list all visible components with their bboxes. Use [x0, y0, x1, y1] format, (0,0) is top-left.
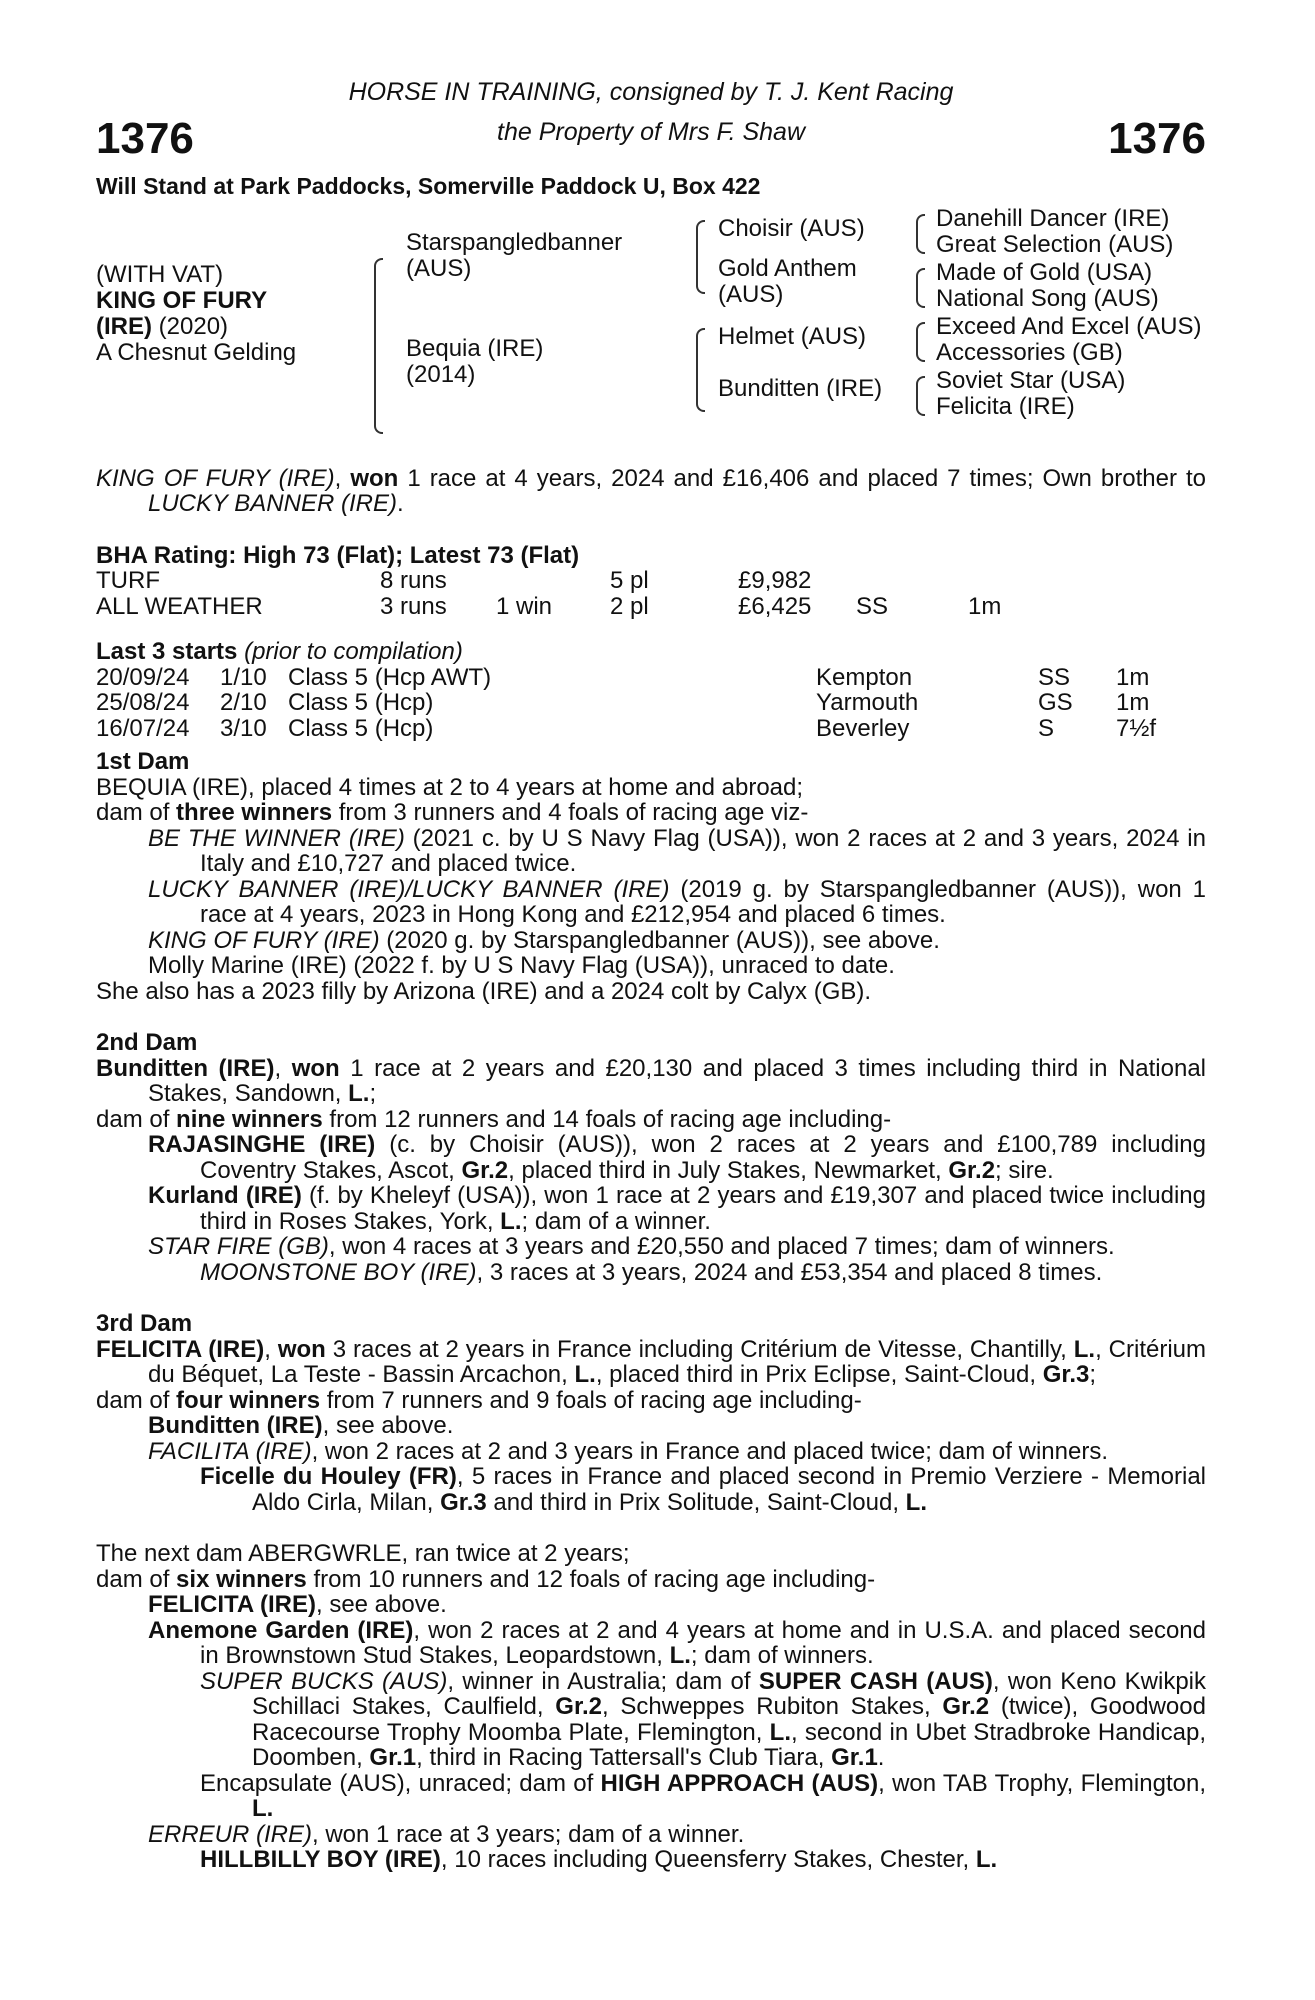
property-line: the Property of Mrs F. Shaw	[497, 118, 805, 146]
first-dam-foals-note: She also has a 2023 filly by Arizona (IRE) and a 2024 colt by Calyx (GB).	[96, 977, 872, 1005]
first-dam-produce	[96, 800, 1206, 826]
grade: L.	[574, 1361, 596, 1388]
grade: Gr.2	[555, 1693, 602, 1720]
produce-text: , second in Ubet Stradbroke Handicap, Doomben,	[252, 1718, 1206, 1771]
pedigree-ssd: Great Selection (AUS)	[936, 230, 1174, 258]
grade: Gr.3	[1042, 1361, 1090, 1388]
brace-g3-2	[916, 268, 925, 308]
produce-entry	[96, 1413, 1206, 1439]
text: from 12 runners and 14 foals of racing age including-	[322, 1105, 892, 1133]
grand-produce-entry	[96, 1771, 1206, 1822]
pedigree-sdd: National Song (AUS)	[936, 284, 1159, 312]
produce-text: , won TAB Trophy, Flemington,	[878, 1769, 1206, 1797]
last-starts-note: (prior to compilation)	[237, 638, 463, 665]
produce-entry	[96, 877, 1206, 928]
dam-name: FELICITA (IRE)	[96, 1335, 265, 1363]
produce-name: Bunditten (IRE)	[148, 1412, 323, 1439]
start-position: 1/10	[220, 663, 267, 691]
produce-text: (c. by Choisir (AUS)), won 2 races at 2 years and £100,789 including Coventry Stakes, Ascot,	[200, 1131, 1206, 1184]
produce-text: , see above.	[322, 1412, 454, 1439]
text: from 3 runners and 4 foals of racing age viz-	[332, 799, 809, 826]
grade: L.	[348, 1080, 370, 1107]
start-going: S	[1038, 714, 1055, 742]
produce-entry	[96, 1618, 1206, 1669]
start-distance: 1m	[1116, 689, 1150, 716]
sire-dam-country: (AUS)	[718, 280, 784, 308]
bha-rating-section	[96, 543, 1206, 620]
horse-name: KING OF FURY	[96, 286, 268, 314]
grade: L.	[669, 1642, 691, 1669]
produce-entry	[96, 1183, 1206, 1234]
page-header	[96, 80, 1206, 170]
winner-count: nine winners	[176, 1105, 323, 1133]
race-summary	[96, 466, 1206, 517]
brace-gen1	[374, 258, 383, 434]
rating-going: SS	[856, 592, 889, 620]
sire-dam: Gold Anthem	[718, 254, 857, 282]
summary-won: won	[350, 464, 399, 492]
rating-surface: ALL WEATHER	[96, 592, 263, 620]
produce-text: , 5 races in France and placed second in Premio Verziere - Memorial Aldo Cirla, Milan,	[252, 1463, 1206, 1516]
produce-name: LUCKY BANNER (IRE)/LUCKY BANNER (IRE)	[148, 875, 670, 903]
brace-sire-line	[696, 220, 705, 294]
second-dam-section	[96, 1030, 1206, 1285]
first-dam-record: BEQUIA (IRE), placed 4 times at 2 to 4 years at home and abroad;	[96, 773, 804, 801]
produce-name: HILLBILLY BOY (IRE)	[200, 1846, 441, 1873]
produce-text: ; dam of winners.	[690, 1642, 874, 1669]
fourth-dam-produce	[96, 1567, 1206, 1593]
pedigree-sds: Made of Gold (USA)	[936, 258, 1153, 286]
text: from 7 runners and 9 foals of racing age including-	[320, 1386, 862, 1414]
second-dam-title: 2nd Dam	[96, 1029, 198, 1056]
dam-name: Bequia (IRE)	[406, 334, 544, 362]
text: from 10 runners and 12 foals of racing age including-	[306, 1565, 876, 1593]
produce-name: STAR FIRE (GB)	[148, 1233, 329, 1260]
start-class: Class 5 (Hcp)	[288, 689, 434, 716]
pedigree-table	[96, 206, 1206, 456]
text: dam of	[96, 1565, 177, 1593]
produce-text: , won 4 races at 3 years and £20,550 and placed 7 times; dam of winners.	[328, 1233, 1115, 1260]
grade: L.	[1073, 1335, 1096, 1363]
lot-number-right: 1376	[1108, 114, 1206, 163]
produce-name: SUPER CASH (AUS)	[758, 1667, 993, 1695]
produce-text: , won 2 races at 2 and 4 years at home and in U.S.A. and placed second in Brownstown Stud Stakes, Leopardstown,	[200, 1616, 1207, 1669]
start-position: 2/10	[220, 689, 267, 716]
rating-prize: £6,425	[738, 592, 812, 620]
start-date: 20/09/24	[96, 663, 190, 691]
pedigree-dsd: Accessories (GB)	[936, 338, 1123, 366]
produce-text: ; sire.	[995, 1156, 1054, 1184]
winner-count: four winners	[176, 1386, 321, 1414]
start-course: Yarmouth	[816, 689, 919, 716]
dam-year: (2014)	[406, 360, 476, 388]
start-class: Class 5 (Hcp)	[288, 714, 434, 742]
rating-runs: 8 runs	[380, 567, 447, 594]
bha-rating-title: BHA Rating: High 73 (Flat); Latest 73 (Flat)	[96, 541, 580, 569]
text: ,	[264, 1335, 278, 1363]
summary-horse: KING OF FURY (IRE)	[96, 464, 335, 492]
second-dam-record	[96, 1056, 1206, 1107]
grade: L.	[769, 1718, 791, 1746]
start-distance: 1m	[1116, 663, 1150, 691]
produce-text: (2019 g. by Starspangledbanner (AUS)), won 1 race at 4 years, 2023 in Hong Kong and £212,954 and placed 6 times.	[200, 875, 1207, 928]
last-starts-section	[96, 639, 1206, 741]
sire-name: Starspangledbanner	[406, 228, 623, 256]
pedigree-sss: Danehill Dancer (IRE)	[936, 204, 1170, 232]
produce-text: , third in Racing Tattersall's Club Tiara,	[416, 1744, 832, 1771]
start-class: Class 5 (Hcp AWT)	[288, 663, 492, 691]
summary-sep: ,	[334, 464, 351, 492]
grade: L.	[975, 1846, 998, 1873]
dam-sire: Helmet (AUS)	[718, 322, 867, 350]
winner-count: six winners	[176, 1565, 307, 1593]
start-course: Beverley	[816, 714, 910, 742]
won-label: won	[291, 1054, 340, 1082]
fourth-dam-section	[96, 1541, 1206, 1873]
produce-text: , see above.	[315, 1591, 447, 1618]
brace-g3-3	[916, 322, 925, 362]
grand-produce-entry	[96, 1669, 1206, 1771]
grade: Gr.2	[461, 1156, 509, 1184]
first-dam-section	[96, 749, 1206, 1004]
third-dam-record	[96, 1337, 1206, 1388]
text: dam of	[96, 1105, 177, 1133]
stand-location: Will Stand at Park Paddocks, Somerville Paddock U, Box 422	[96, 173, 761, 199]
brace-g3-4	[916, 376, 925, 416]
text: , placed third in Prix Eclipse, Saint-Cloud,	[595, 1361, 1043, 1388]
produce-entry	[96, 1132, 1206, 1183]
text: dam of	[96, 799, 177, 826]
text: dam of	[96, 1386, 177, 1414]
won-label: won	[277, 1335, 326, 1363]
start-course: Kempton	[816, 663, 913, 691]
dam-dam: Bunditten (IRE)	[718, 374, 883, 402]
start-row	[96, 665, 1206, 691]
third-dam-produce	[96, 1388, 1206, 1414]
third-dam-section	[96, 1311, 1206, 1515]
last-starts-heading	[96, 639, 1206, 665]
produce-entry	[96, 1592, 1206, 1618]
start-going: SS	[1038, 663, 1071, 691]
produce-text: (2020 g. by Starspangledbanner (AUS)), see above.	[379, 926, 940, 954]
grade: Gr.1	[369, 1744, 417, 1771]
rating-row-aw	[96, 594, 1206, 620]
rating-runs: 3 runs	[380, 592, 447, 620]
produce-name: Anemone Garden (IRE)	[148, 1616, 414, 1644]
summary-brother: LUCKY BANNER (IRE)	[148, 490, 397, 517]
catalogue-page	[96, 80, 1206, 1873]
produce-text: , 3 races at 3 years, 2024 and £53,354 and placed 8 times.	[476, 1258, 1103, 1286]
grand-produce-entry	[96, 1464, 1206, 1515]
produce-name: SUPER BUCKS (AUS)	[200, 1667, 448, 1695]
rating-placed: 2 pl	[610, 592, 649, 620]
fourth-dam-record: The next dam ABERGWRLE, ran twice at 2 years;	[96, 1540, 630, 1567]
text: , Critérium du Béquet, La Teste - Bassin Arcachon,	[148, 1335, 1207, 1388]
pedigree-ddd: Felicita (IRE)	[936, 392, 1075, 420]
horse-description: A Chesnut Gelding	[96, 338, 297, 366]
grade: L.	[905, 1488, 927, 1516]
text: ,	[274, 1054, 292, 1082]
start-distance: 7½f	[1116, 714, 1157, 742]
rating-surface: TURF	[96, 567, 160, 594]
start-going: GS	[1038, 689, 1073, 716]
lot-number-left: 1376	[96, 114, 194, 163]
produce-name: KING OF FURY (IRE)	[148, 926, 380, 954]
rating-dist: 1m	[968, 592, 1002, 620]
first-dam-title: 1st Dam	[96, 748, 190, 775]
text: ;	[369, 1080, 377, 1107]
produce-text: , winner in Australia; dam of	[447, 1667, 759, 1695]
text: 1 race at 2 years and £20,130 and placed 3 times including third in National Stakes, Sandown,	[148, 1054, 1207, 1107]
sire-country: (AUS)	[406, 254, 472, 282]
produce-text: and third in Prix Solitude, Saint-Cloud,	[486, 1488, 906, 1516]
produce-name: FELICITA (IRE)	[148, 1591, 316, 1618]
produce-name: Ficelle du Houley (FR)	[200, 1463, 457, 1490]
produce-text: , 10 races including Queensferry Stakes, Chester,	[440, 1846, 976, 1873]
horse-country: (IRE)	[96, 312, 152, 340]
rating-row-turf	[96, 568, 1206, 594]
produce-name: BE THE WINNER (IRE)	[148, 824, 405, 852]
summary-end: .	[396, 490, 404, 517]
produce-text: ; dam of a winner.	[521, 1207, 711, 1235]
grade: Gr.2	[942, 1693, 990, 1720]
grand-produce-entry	[96, 1847, 1206, 1873]
grade: L.	[252, 1795, 274, 1822]
produce-name: FACILITA (IRE)	[148, 1437, 312, 1465]
produce-text: , won Keno Kwikpik Schillaci Stakes, Caulfield,	[252, 1667, 1207, 1720]
grade: L.	[500, 1207, 522, 1235]
produce-text: Encapsulate (AUS), unraced; dam of	[200, 1769, 601, 1797]
text: 3 races at 2 years in France including Critérium de Vitesse, Chantilly,	[325, 1335, 1074, 1363]
rating-wins: 1 win	[496, 592, 553, 620]
start-position: 3/10	[220, 714, 267, 742]
produce-name: MOONSTONE BOY (IRE)	[200, 1258, 477, 1286]
grade: Gr.2	[948, 1156, 996, 1184]
brace-g3-1	[916, 214, 925, 254]
summary-text: 1 race at 4 years, 2024 and £16,406 and placed 7 times; Own brother to	[398, 464, 1206, 492]
brace-dam-line	[696, 328, 705, 412]
last-starts-title: Last 3 starts	[96, 638, 238, 665]
text: ;	[1089, 1361, 1097, 1388]
rating-prize: £9,982	[738, 567, 812, 594]
second-dam-produce	[96, 1107, 1206, 1133]
dam-name: Bunditten (IRE)	[96, 1054, 275, 1082]
grade: Gr.1	[831, 1744, 878, 1771]
produce-text: (2021 c. by U S Navy Flag (USA)), won 2 races at 2 and 3 years, 2024 in Italy and £10,727 and placed twice.	[200, 824, 1206, 877]
winner-count: three winners	[176, 799, 333, 826]
produce-text: , placed third in July Stakes, Newmarket,	[508, 1156, 949, 1184]
produce-name: Kurland (IRE)	[148, 1182, 302, 1209]
produce-entry: Molly Marine (IRE) (2022 f. by U S Navy Flag (USA)), unraced to date.	[148, 952, 895, 979]
horse-year	[96, 314, 228, 340]
horse-foaled: (2020)	[152, 312, 229, 340]
start-date: 16/07/24	[96, 714, 190, 742]
produce-name: HIGH APPROACH (AUS)	[600, 1769, 879, 1797]
produce-text: , won 2 races at 2 and 3 years in France and placed twice; dam of winners.	[311, 1437, 1108, 1465]
produce-text: , Schweppes Rubiton Stakes,	[602, 1693, 943, 1720]
produce-text: (twice), Goodwood Racecourse Trophy Moomba Plate, Flemington,	[252, 1693, 1206, 1746]
third-dam-title: 3rd Dam	[96, 1310, 193, 1337]
produce-name: ERREUR (IRE)	[148, 1820, 313, 1848]
produce-name: RAJASINGHE (IRE)	[148, 1131, 376, 1158]
produce-entry	[96, 1822, 1206, 1848]
produce-entry	[96, 1234, 1206, 1260]
pedigree-dss: Exceed And Excel (AUS)	[936, 312, 1202, 340]
produce-text: , won 1 race at 3 years; dam of a winner.	[312, 1820, 745, 1848]
pedigree-dds: Soviet Star (USA)	[936, 366, 1126, 394]
produce-entry	[96, 928, 1206, 954]
start-row	[96, 690, 1206, 716]
produce-entry	[96, 826, 1206, 877]
produce-text: .	[877, 1744, 885, 1771]
start-row	[96, 716, 1206, 742]
rating-placed: 5 pl	[610, 567, 649, 594]
vat-note: (WITH VAT)	[96, 260, 224, 288]
grade: Gr.3	[440, 1488, 487, 1516]
grand-produce-entry	[96, 1260, 1206, 1286]
consignment-title: HORSE IN TRAINING, consigned by T. J. Kent Racing	[348, 78, 954, 106]
produce-text: (f. by Kheleyf (USA)), won 1 race at 2 years and £19,307 and placed twice including third in Roses Stakes, York,	[200, 1182, 1206, 1235]
sire-sire: Choisir (AUS)	[718, 214, 865, 242]
produce-entry	[96, 1439, 1206, 1465]
start-date: 25/08/24	[96, 689, 190, 716]
